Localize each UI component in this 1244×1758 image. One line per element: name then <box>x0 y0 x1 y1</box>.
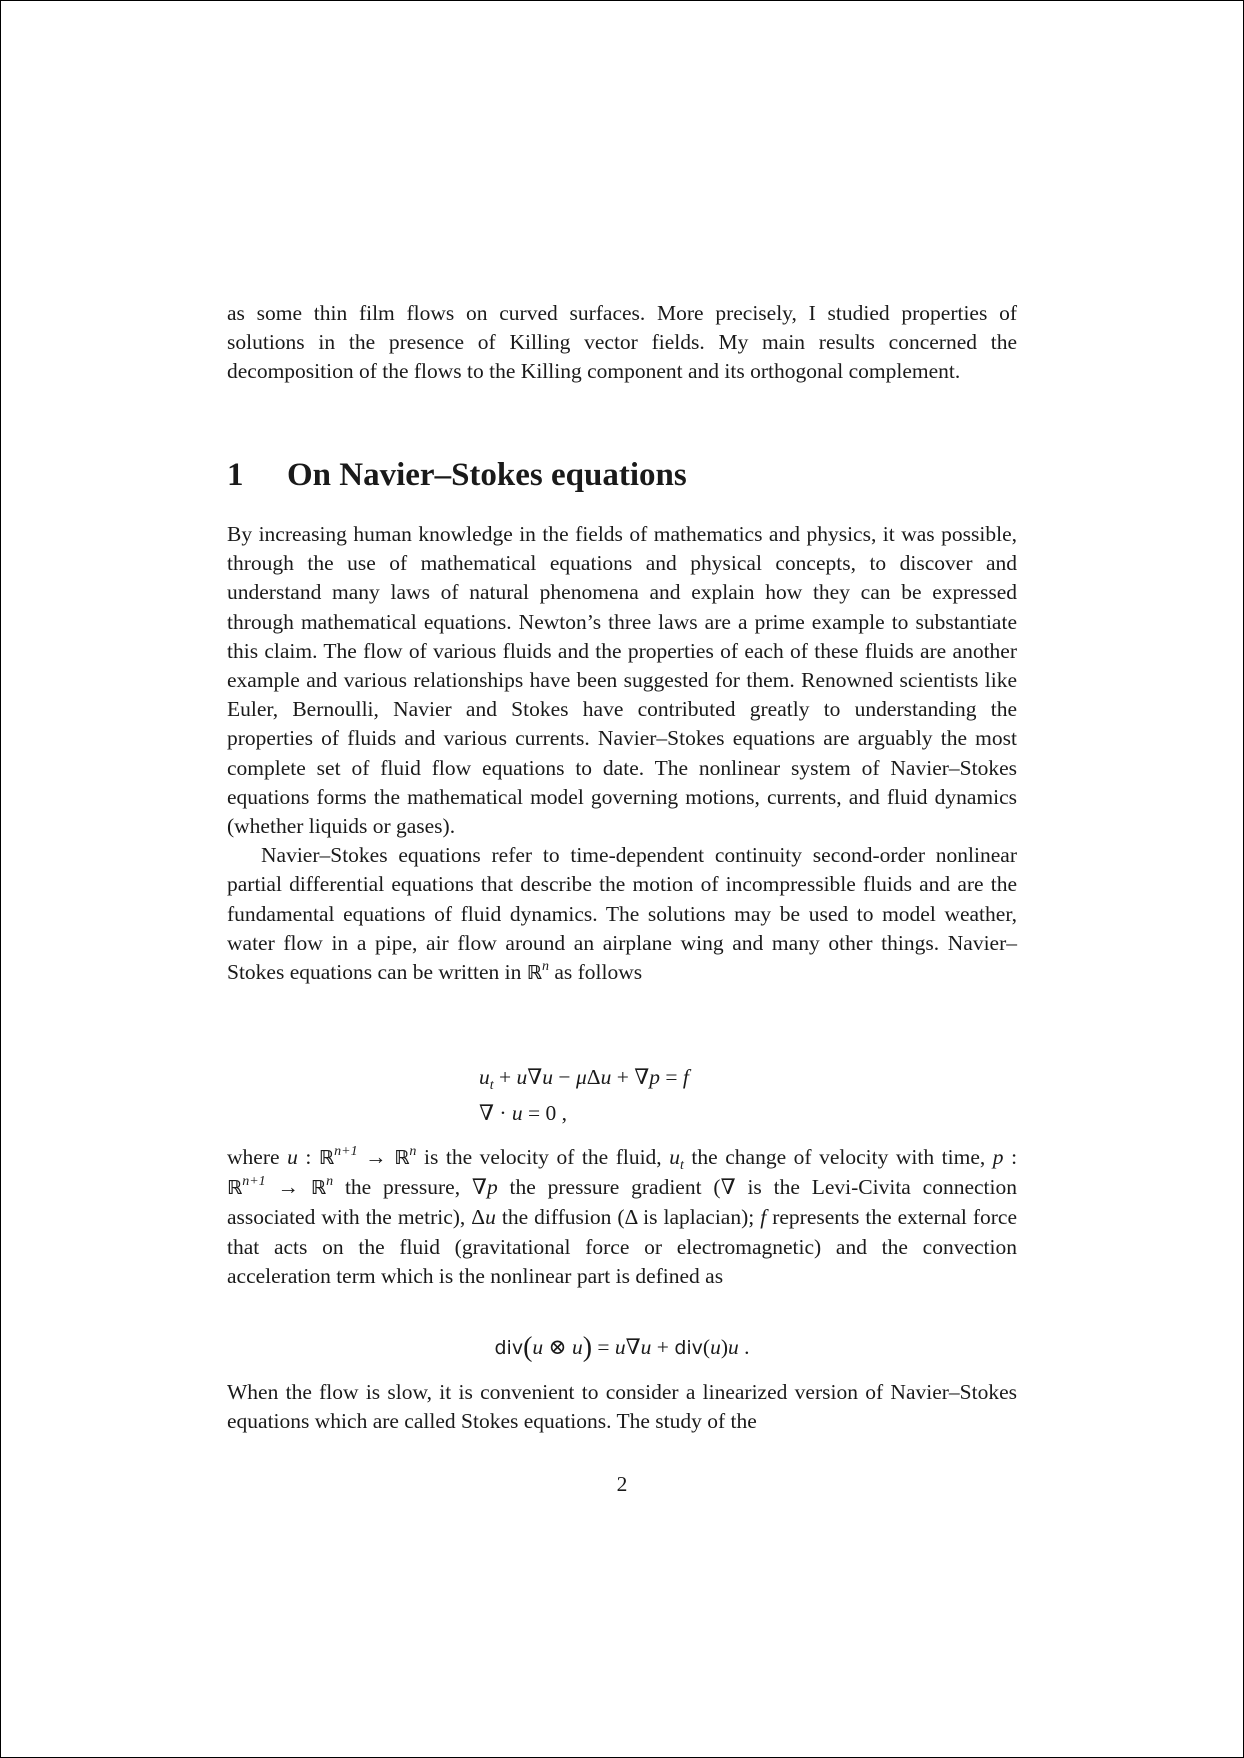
math-ut: $u_t$ <box>669 1145 684 1173</box>
math-nabla: ∇ <box>720 1175 736 1200</box>
page-number: 2 <box>616 1472 628 1496</box>
variables-text-6: is the Levi-Civita connection associated with the metric), <box>227 1175 1018 1230</box>
math-rn: ℝ$^n$ <box>526 959 549 985</box>
section-body <box>227 520 1017 988</box>
paragraph-history: By increasing human knowledge in the fields of mathematics and physics, it was possible, through the use of mathematical equations and physical concepts, to discover and understand many laws of natural phenomena and explain how they can be expressed through mathematical equations. Newton’s three laws are a prime example to substantiate this claim. The flow of various fluids and the properties of each of these fluids are another example and various relationships have been suggested for them. Renowned scientists like Euler, Bernoulli, Navier and Stokes have contributed greatly to understanding the properties of fluids and various currents. Navier–Stokes equations are arguably the most complete set of fluid flow equations to date. The nonlinear system of Navier–Stokes equations forms the mathematical model governing motions, currents, and fluid dynamics (whether liquids or gases). <box>227 522 1017 839</box>
paragraph-definition <box>227 841 1017 988</box>
variables-text-5: the pressure gradient ( <box>509 1175 721 1200</box>
math-delta: Δ <box>624 1205 638 1230</box>
paragraph-definition-text: Navier–Stokes equations refer to time-dependent continuity second-order nonlinear partial differential equations that describe the motion of incompressible fluids and are the fundamental equations of fluid dynamics. The solutions may be used to model weather, water flow in a pipe, air flow around an airplane wing and many other things. Navier–Stokes equations can be written in <box>227 843 1017 985</box>
math-u-map: u : ℝ$^{n+1}$ → ℝ$^n$ <box>287 1144 417 1169</box>
variables-text-1: where <box>227 1145 280 1169</box>
section-number: 1 <box>227 457 244 493</box>
math-p-map: p : ℝ$^{n+1}$ → ℝ$^n$ <box>227 1145 1018 1200</box>
paragraph-variables <box>227 1143 1017 1291</box>
variables-text-4: the pressure, <box>344 1175 461 1200</box>
section-heading <box>227 453 1017 497</box>
equation-convection: div(u ⊗ u) = u∇u + div(u)u . <box>494 1332 750 1363</box>
paragraph-definition-tail: as follows <box>554 960 643 985</box>
intro-paragraph: as some thin film flows on curved surfaces. More precisely, I studied properties of solutions in the presence of Killing vector fields. My main results concerned the decomposition of the flows to the Killing component and its orthogonal complement. <box>227 301 1017 384</box>
section-title: On Navier–Stokes equations <box>287 457 687 493</box>
paragraph-stokes: When the flow is slow, it is convenient to consider a linearized version of Navier–Stokes equations which are called Stokes equations. The study of the <box>227 1380 1017 1434</box>
equation-continuity: ∇ · u = 0 , <box>479 1101 568 1125</box>
equation-momentum: $u_t + u\nabla u - \mu\Delta u + \nabla p = f$ <box>479 1065 689 1093</box>
math-delta-u: Δu <box>471 1205 496 1230</box>
variables-text-8: is laplacian); <box>643 1205 755 1230</box>
math-f: f <box>760 1205 767 1230</box>
variables-text-3: the change of velocity with time, <box>691 1145 986 1169</box>
variables-text-9: represents the external force that acts on the fluid (gravitational force or electromagnetic) and the convection acceleration term which is the nonlinear part is defined as <box>227 1205 1018 1288</box>
variables-text-7: the diffusion ( <box>501 1205 625 1230</box>
variables-text-2: is the velocity of the fluid, <box>423 1145 662 1169</box>
math-grad-p: ∇p <box>471 1175 498 1200</box>
